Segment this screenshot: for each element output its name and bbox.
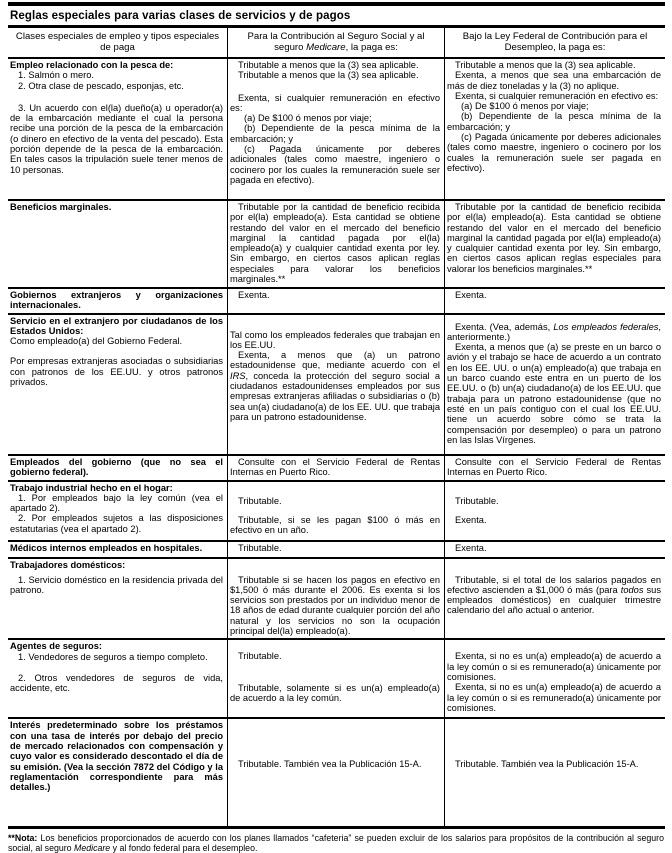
row-beneficios-marginales <box>8 201 665 289</box>
paragraph <box>447 575 661 616</box>
cell-interes-predeterminado-1 <box>227 719 444 826</box>
paragraph <box>230 683 440 704</box>
text-run: Tributable si se hacen los pagos en efectivo en $1,500 ó más durante el 2006. Es exenta si los servicios son prestados por un individuo menor de 18 años de edad durante cualquier porción del año natural y los servicios no son la ocupación principal del(la) empleado(a). <box>230 574 440 637</box>
paragraph <box>10 81 223 91</box>
cell-pesca-0 <box>8 59 227 199</box>
cell-beneficios-marginales-2 <box>444 201 665 287</box>
cell-interes-predeterminado-0 <box>8 719 227 826</box>
row-gobiernos-extranjeros <box>8 289 665 315</box>
text-run: (c) Pagada únicamente por deberes adicionales (tales como maestre, ingeniero o cocinero por los cuales la remuneración suele ser pagada en efectivo). <box>447 132 661 173</box>
table-title: Reglas especiales para varias clases de servicios y de pagos <box>10 10 351 22</box>
paragraph <box>10 652 223 662</box>
paragraph <box>447 91 661 101</box>
cell-medicos-internos-1 <box>227 542 444 557</box>
header-col-clases <box>8 28 227 57</box>
paragraph <box>447 111 661 132</box>
cell-interes-predeterminado-2 <box>444 719 665 826</box>
text-run: y al fondo federal para el desempleo. <box>110 843 258 853</box>
text-run: IRS <box>230 370 246 381</box>
text-run: Exenta, si cualquier remuneración en efectivo es: <box>230 92 440 113</box>
paragraph <box>10 513 223 534</box>
cell-medicos-internos-2 <box>444 542 665 557</box>
text-run: Exenta. (Vea, además, <box>455 321 554 332</box>
row-empleados-gobierno <box>8 456 665 482</box>
row-medicos-internos <box>8 542 665 559</box>
paragraph <box>447 496 661 506</box>
paragraph <box>10 483 223 493</box>
paragraph <box>10 543 223 553</box>
text-run: Exenta. <box>455 290 487 300</box>
text-run: (b) Dependiente de la pesca mínima de la embarcación; y <box>447 111 661 132</box>
paragraph <box>10 560 223 570</box>
paragraph <box>230 496 440 506</box>
paragraph <box>230 457 440 478</box>
text-run: Exenta. <box>238 290 270 300</box>
cell-trabajo-industrial-hogar-0 <box>8 482 227 540</box>
text-run: Exenta. <box>455 514 487 525</box>
paragraph <box>10 290 223 311</box>
paragraph <box>10 641 223 651</box>
text-run: Tributable. <box>238 495 282 506</box>
text-run: Exenta. <box>455 542 487 553</box>
text-run: **Nota: <box>8 833 38 844</box>
paragraph <box>447 60 661 70</box>
text-run: Para la Contribución al Seguro Social y al seguro <box>247 31 425 53</box>
cell-servicio-extranjero-0 <box>8 315 227 454</box>
text-run: Tributable a menos que la (3) sea aplicable. <box>455 60 636 70</box>
text-run: Los beneficios proporcionados de acuerdo con los planes llamados “cafeteria” se pueden excluir de los salarios para propósitos de la contribución al seguro social, al seguro <box>8 833 664 853</box>
text-run: Trabajadores domésticos: <box>10 559 126 570</box>
cell-agentes-seguros-1 <box>227 640 444 717</box>
text-run: Tributable, si se les pagan $100 ó más en efectivo en un año. <box>230 514 440 536</box>
paragraph <box>230 144 440 185</box>
paragraph <box>447 682 661 713</box>
text-run: Medicare <box>74 843 111 853</box>
paragraph <box>10 493 223 514</box>
text-run: , la paga es: <box>345 42 398 53</box>
paragraph <box>447 101 661 111</box>
text-run: Empleo relacionado con la pesca de: <box>10 60 174 70</box>
text-run: Agentes de seguros: <box>10 641 102 652</box>
text-run: Médicos internos empleados en hospitales. <box>10 542 203 553</box>
paragraph <box>10 316 223 337</box>
special-rules-table <box>8 2 665 829</box>
text-run: Consulte con el Servicio Federal de Rentas Internas en Puerto Rico. <box>447 456 661 477</box>
text-run: Exenta, a menos que (a) un patrono estadounidense que, mediante acuerdo con el <box>230 350 440 371</box>
text-run: 1. Vendedores de seguros a tiempo completo. <box>18 651 208 662</box>
text-run: 1. Salmón o mero. <box>18 70 94 81</box>
paragraph <box>230 350 440 422</box>
text-run: Tributable a menos que la (3) sea aplicable. <box>238 70 419 81</box>
cell-beneficios-marginales-1 <box>227 201 444 287</box>
text-run: Bajo la Ley Federal de Contribución para el Desempleo, la paga es: <box>462 31 648 53</box>
paragraph <box>447 543 661 553</box>
text-run: Gobiernos extranjeros y organizaciones internacionales. <box>10 290 223 311</box>
text-run: 1. Por empleados bajo la ley común (vea el apartado 2). <box>10 492 223 514</box>
paragraph <box>230 202 440 284</box>
cell-empleados-gobierno-1 <box>227 456 444 480</box>
text-run: Interés predeterminado sobre los préstamos con una tasa de interés por debajo del precio de mercado relacionados con compensación y cuyo valor es considerado descontado el día de su emisión. (Vea la sección 7872 del Código y la reglamentación correspondiente para más detalles.) <box>10 720 223 793</box>
cell-empleados-gobierno-2 <box>444 456 665 480</box>
text-run: 3. Un acuerdo con el(la) dueño(a) u operador(a) de la embarcación mediante el cual la persona recibe una porción de la pesca de la embarcación (o dinero en efectivo de la venta del pescado). Esta porción depende de la pesca de la embarcación. En tales casos la tripulación suele tener menos de 10 personas. <box>10 102 223 175</box>
text-run: sus empleados domésticos) en cualquier trimestre calendario del año actual o anterior. <box>447 584 661 616</box>
paragraph <box>230 290 440 300</box>
text-run: Exenta, a menos que (a) se preste en un barco o avión y el trabajo se hace de acuerdo a un contrato en los EE. UU. o un(a) empleado(a) que trabaja en un barco cuando este entra en un puerto de los EE.UU. o (b) un(a) ciudadano(a) de los EE.UU. que trabaja para un patrono estadounidense (que no esté en un país contiguo con el cual los EE.UU. tiene un acuerdo sobre cómo se trata la compensación por desempleo) o para un patrono en las Islas Vírgenes. <box>447 342 661 445</box>
cell-gobiernos-extranjeros-1 <box>227 289 444 313</box>
cell-pesca-2 <box>444 59 665 199</box>
text-run: Tributable. <box>238 542 282 553</box>
paragraph <box>10 673 223 694</box>
paragraph <box>230 515 440 536</box>
text-run: (a) De $100 ó menos por viaje; <box>461 101 589 112</box>
cell-gobiernos-extranjeros-2 <box>444 289 665 313</box>
paragraph <box>447 70 661 91</box>
paragraph <box>447 202 661 274</box>
paragraph <box>447 759 661 769</box>
text-run: 2. Otros vendedores de seguros de vida, accidente, etc. <box>10 672 223 694</box>
text-run: (b) Dependiente de la pesca mínima de la embarcación; y <box>230 123 440 144</box>
text-run: Tributable por la cantidad de beneficio recibida por el(la) empleado(a). Esta cantidad se obtiene restando del valor en el mercado del beneficio marginal la cantidad pagada por el(la) empleado(a) y cualquier cantidad exenta por ley. Sin embargo, en ciertos casos aplican reglas especiales para valorar los beneficios marginales.** <box>230 202 440 285</box>
paragraph <box>447 132 661 173</box>
cell-gobiernos-extranjeros-0 <box>8 289 227 313</box>
header-col-desempleo <box>444 28 665 57</box>
cell-pesca-1 <box>227 59 444 199</box>
paragraph <box>10 202 223 212</box>
paragraph <box>230 70 440 80</box>
paragraph <box>230 651 440 661</box>
text-run: (a) De $100 ó menos por viaje; <box>244 113 372 124</box>
cell-trabajadores-domesticos-0 <box>8 559 227 639</box>
row-pesca <box>8 59 665 201</box>
paragraph <box>230 123 440 144</box>
header-col-seguro-social-medicare <box>227 28 444 57</box>
text-run: Tributable. También vea la Publicación 15-A. <box>238 759 422 770</box>
text-run: 2. Otra clase de pescado, esponjas, etc. <box>18 80 184 91</box>
paragraph <box>230 759 440 769</box>
table-header-row <box>8 28 665 59</box>
cell-agentes-seguros-0 <box>8 640 227 717</box>
text-run: Medicare <box>306 42 346 53</box>
text-run: todos <box>620 584 644 595</box>
row-interes-predeterminado <box>8 719 665 829</box>
text-run: Trabajo industrial hecho en el hogar: <box>10 482 173 493</box>
paragraph <box>230 330 440 351</box>
text-run: Tributable. También vea la Publicación 15-A. <box>455 759 639 770</box>
paragraph <box>10 60 223 70</box>
cell-trabajo-industrial-hogar-1 <box>227 482 444 540</box>
text-run: Exenta, si no es un(a) empleado(a) de acuerdo a la ley común o si es remunerado(a) únicamente por comisiones. <box>447 682 661 713</box>
cell-beneficios-marginales-0 <box>8 201 227 287</box>
cell-trabajo-industrial-hogar-2 <box>444 482 665 540</box>
table-body <box>8 59 665 829</box>
paragraph <box>230 93 440 114</box>
text-run: Empleados del gobierno (que no sea el gobierno federal). <box>10 456 223 477</box>
paragraph <box>10 70 223 80</box>
text-run: Tributable por la cantidad de beneficio recibida por el(la) empleado(a). Esta cantidad se obtiene restando del valor en el mercado del beneficio marginal la cantidad pagada por el(la) empleado(a) y cualquier cantidad exenta por ley. Sin embargo, en ciertos casos aplican reglas especiales para valorar los beneficios marginales.** <box>447 202 661 274</box>
paragraph <box>10 575 223 596</box>
text-run: Los empleados federales <box>553 321 659 332</box>
text-run: Tributable, si el total de los salarios pagados en efectivo ascienden a $1,000 ó más (para <box>447 574 661 595</box>
paragraph <box>10 356 223 387</box>
text-run: Tributable, solamente si es un(a) empleado(a) de acuerdo a la ley común. <box>230 682 440 703</box>
text-run: Exenta, si cualquier remuneración en efectivo es: <box>455 90 659 101</box>
text-run: , anteriormente.) <box>447 321 661 342</box>
text-run: Por empresas extranjeras asociadas o subsidiarias con patronos de los EE.UU. y otros patronos privados. <box>10 356 223 388</box>
paragraph <box>447 515 661 525</box>
text-run: Clases especiales de empleo y tipos especiales de paga <box>15 31 220 53</box>
text-run: Tal como los empleados federales que trabajan en los EE.UU. <box>230 329 440 350</box>
row-trabajadores-domesticos <box>8 559 665 641</box>
text-run: Consulte con el Servicio Federal de Rentas Internas en Puerto Rico. <box>230 456 440 477</box>
row-agentes-seguros <box>8 640 665 719</box>
document-page <box>0 2 672 853</box>
paragraph <box>230 113 440 123</box>
text-run: Tributable a menos que la (3) sea aplicable. <box>238 60 419 70</box>
text-run: Tributable. <box>238 651 282 662</box>
text-run: Como empleado(a) del Gobierno Federal. <box>10 336 183 347</box>
cell-trabajadores-domesticos-1 <box>227 559 444 639</box>
cell-servicio-extranjero-2 <box>444 315 665 454</box>
text-run: Tributable. <box>455 495 499 506</box>
paragraph <box>447 342 661 445</box>
paragraph <box>447 322 661 343</box>
table-footnote <box>8 833 664 853</box>
cell-medicos-internos-0 <box>8 542 227 557</box>
text-run: , conceda la protección del seguro social a ciudadanos estadounidenses empleados por sus empresas extranjeras afiliadas o subsidiarias o (b) sea un(a) ciudadano(a) de los EE. UU. que trabaja para un patrono estadounidense. <box>230 370 440 422</box>
text-run: Exenta, si no es un(a) empleado(a) de acuerdo a la ley común o si es remunerado(a) únicamente por comisiones. <box>447 651 661 682</box>
paragraph <box>10 720 223 792</box>
paragraph <box>10 457 223 478</box>
row-servicio-extranjero <box>8 315 665 456</box>
paragraph <box>230 543 440 553</box>
text-run: (c) Pagada únicamente por deberes adicionales (tales como maestre, ingeniero o cocinero por los cuales la remuneración suele ser pagada en efectivo). <box>230 144 440 185</box>
cell-agentes-seguros-2 <box>444 640 665 717</box>
paragraph <box>447 651 661 682</box>
paragraph <box>230 60 440 70</box>
text-run: 1. Servicio doméstico en la residencia privada del patrono. <box>10 574 223 596</box>
text-run: Servicio en el extranjero por ciudadanos de los Estados Unidos: <box>10 315 223 336</box>
paragraph <box>230 575 440 637</box>
paragraph <box>10 103 223 175</box>
paragraph <box>447 290 661 300</box>
text-run: Exenta, a menos que sea una embarcación de más de diez toneladas y la (3) no aplique. <box>447 70 661 91</box>
text-run: 2. Por empleados sujetos a las disposiciones estatutarias (vea el apartado 2). <box>10 513 223 534</box>
text-run: Beneficios marginales. <box>10 202 112 212</box>
paragraph <box>10 336 223 346</box>
row-trabajo-industrial-hogar <box>8 482 665 542</box>
paragraph <box>447 457 661 478</box>
cell-empleados-gobierno-0 <box>8 456 227 480</box>
cell-servicio-extranjero-1 <box>227 315 444 454</box>
cell-trabajadores-domesticos-2 <box>444 559 665 639</box>
